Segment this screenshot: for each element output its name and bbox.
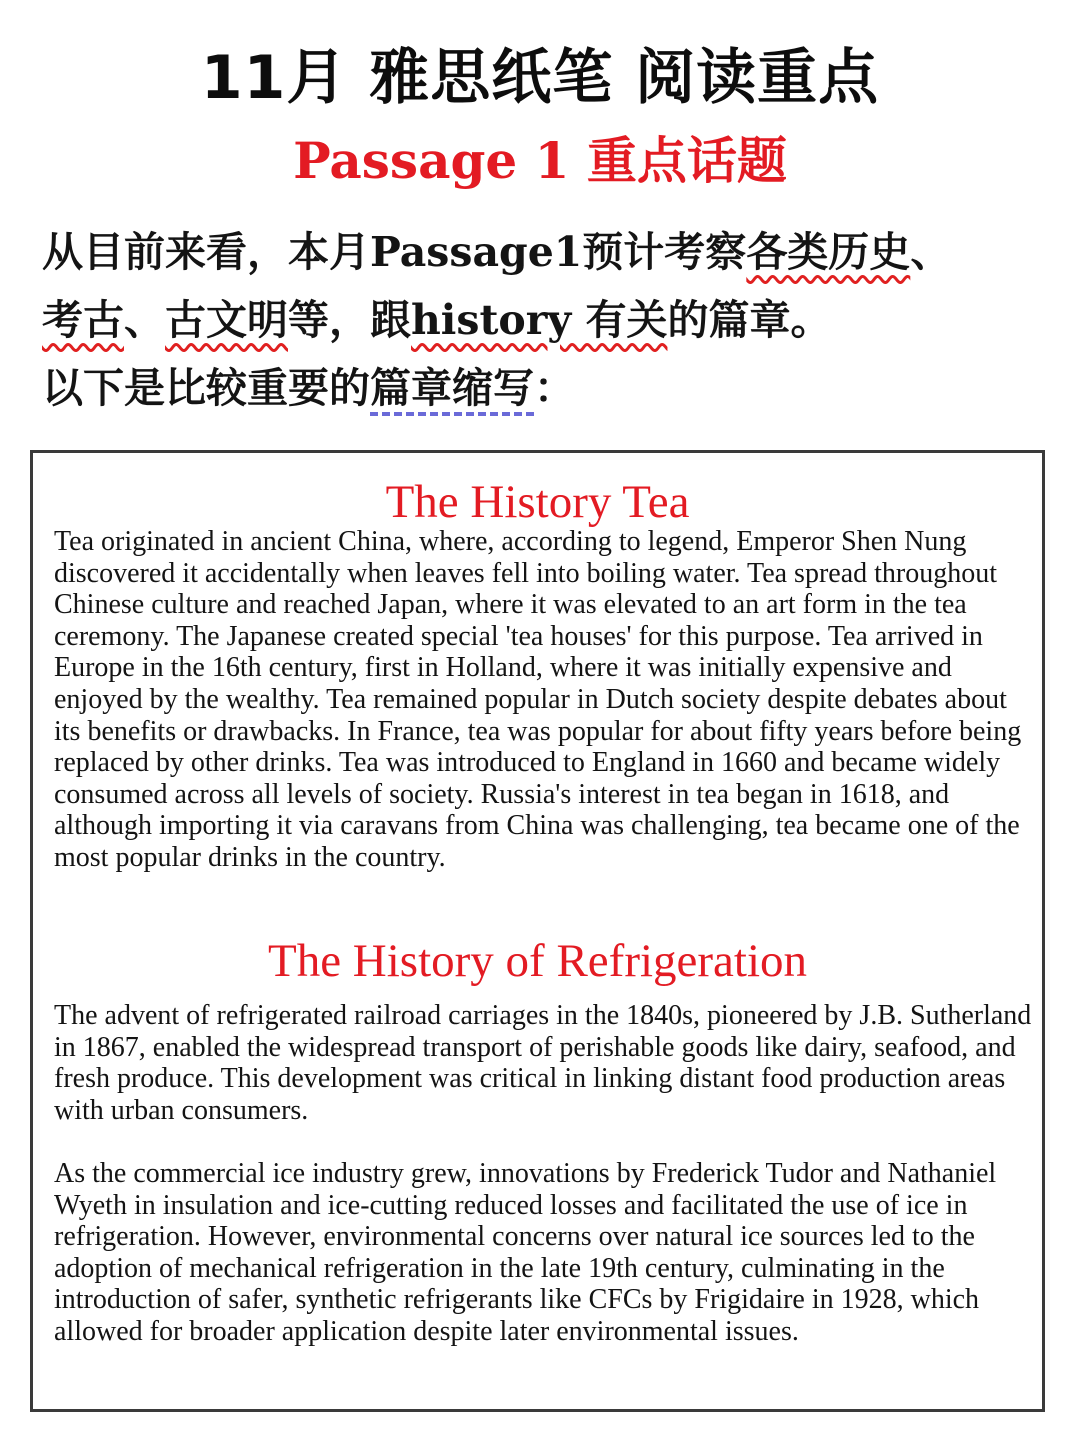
intro-line-1: [42, 218, 1052, 286]
highlight-history-related: history 有关: [411, 296, 668, 344]
intro-text-segment: 以下是比较重要的: [42, 364, 370, 412]
intro-text-segment: 的篇章。: [667, 296, 832, 344]
highlight-history-types: 各类历史: [746, 228, 911, 276]
intro-text-segment: 等，跟: [288, 296, 411, 344]
page-title: 11月 雅思纸笔 阅读重点: [200, 43, 880, 113]
tea-summary-paragraph: Tea originated in ancient China, where, according to legend, Emperor Shen Nung discovered it accidentally when leaves fell into boiling water. Tea spread throughout Chinese culture and reached Japan, where it was elevated to an art form in the tea ceremony. The Japanese created special 'tea houses' for this purpose. Tea arrived in Europe in the 16th century, first in Holland, where it was initially expensive and enjoyed by the wealthy. Tea remained popular in Dutch society despite debates about its benefits or drawbacks. In France, tea was popular for about fifty years before being replaced by other drinks. Tea was introduced to England in 1660 and became widely consumed across all levels of society. Russia's interest in tea began in 1618, and although importing it via caravans from China was challenging, tea became one of the most popular drinks in the country.: [54, 526, 1022, 873]
passage-subtitle: Passage 1 重点话题: [293, 131, 787, 190]
intro-line-3: [42, 354, 1052, 422]
intro-text-segment: ：: [534, 364, 575, 412]
refrigeration-paragraph-2: As the commercial ice industry grew, innovations by Frederick Tudor and Nathaniel Wyeth in insulation and ice-cutting reduced losses and facilitated the use of ice in refrigeration. However, environmental concerns over natural ice sources led to the adoption of mechanical refrigeration in the late 19th century, culminating in the introduction of safer, synthetic refrigerants like CFCs by Frigidaire in 1928, which allowed for broader application despite later environmental issues.: [54, 1158, 997, 1347]
intro-line-2: [42, 286, 1052, 354]
summary-box: [30, 450, 1045, 1412]
intro-text-segment: 从目前来看，本月Passage1预计考察: [42, 228, 747, 276]
highlight-archaeology: 考古: [42, 296, 124, 344]
refrigeration-paragraph-1: The advent of refrigerated railroad carriages in the 1840s, pioneered by J.B. Sutherland in 1867, enabled the widespread transport of perishable goods like dairy, seafood, and fresh produce. This development was critical in linking distant food production areas with urban consumers.: [54, 1000, 1032, 1126]
highlight-passage-summaries: 篇章缩写: [370, 364, 534, 412]
intro-text: [42, 218, 1052, 422]
section-title-tea: The History Tea: [385, 476, 690, 528]
intro-text-segment: 、: [124, 296, 165, 344]
section-title-refrigeration: The History of Refrigeration: [267, 935, 808, 987]
intro-text-segment: 、: [910, 228, 952, 276]
highlight-ancient-civilization: 古文明: [165, 296, 288, 344]
